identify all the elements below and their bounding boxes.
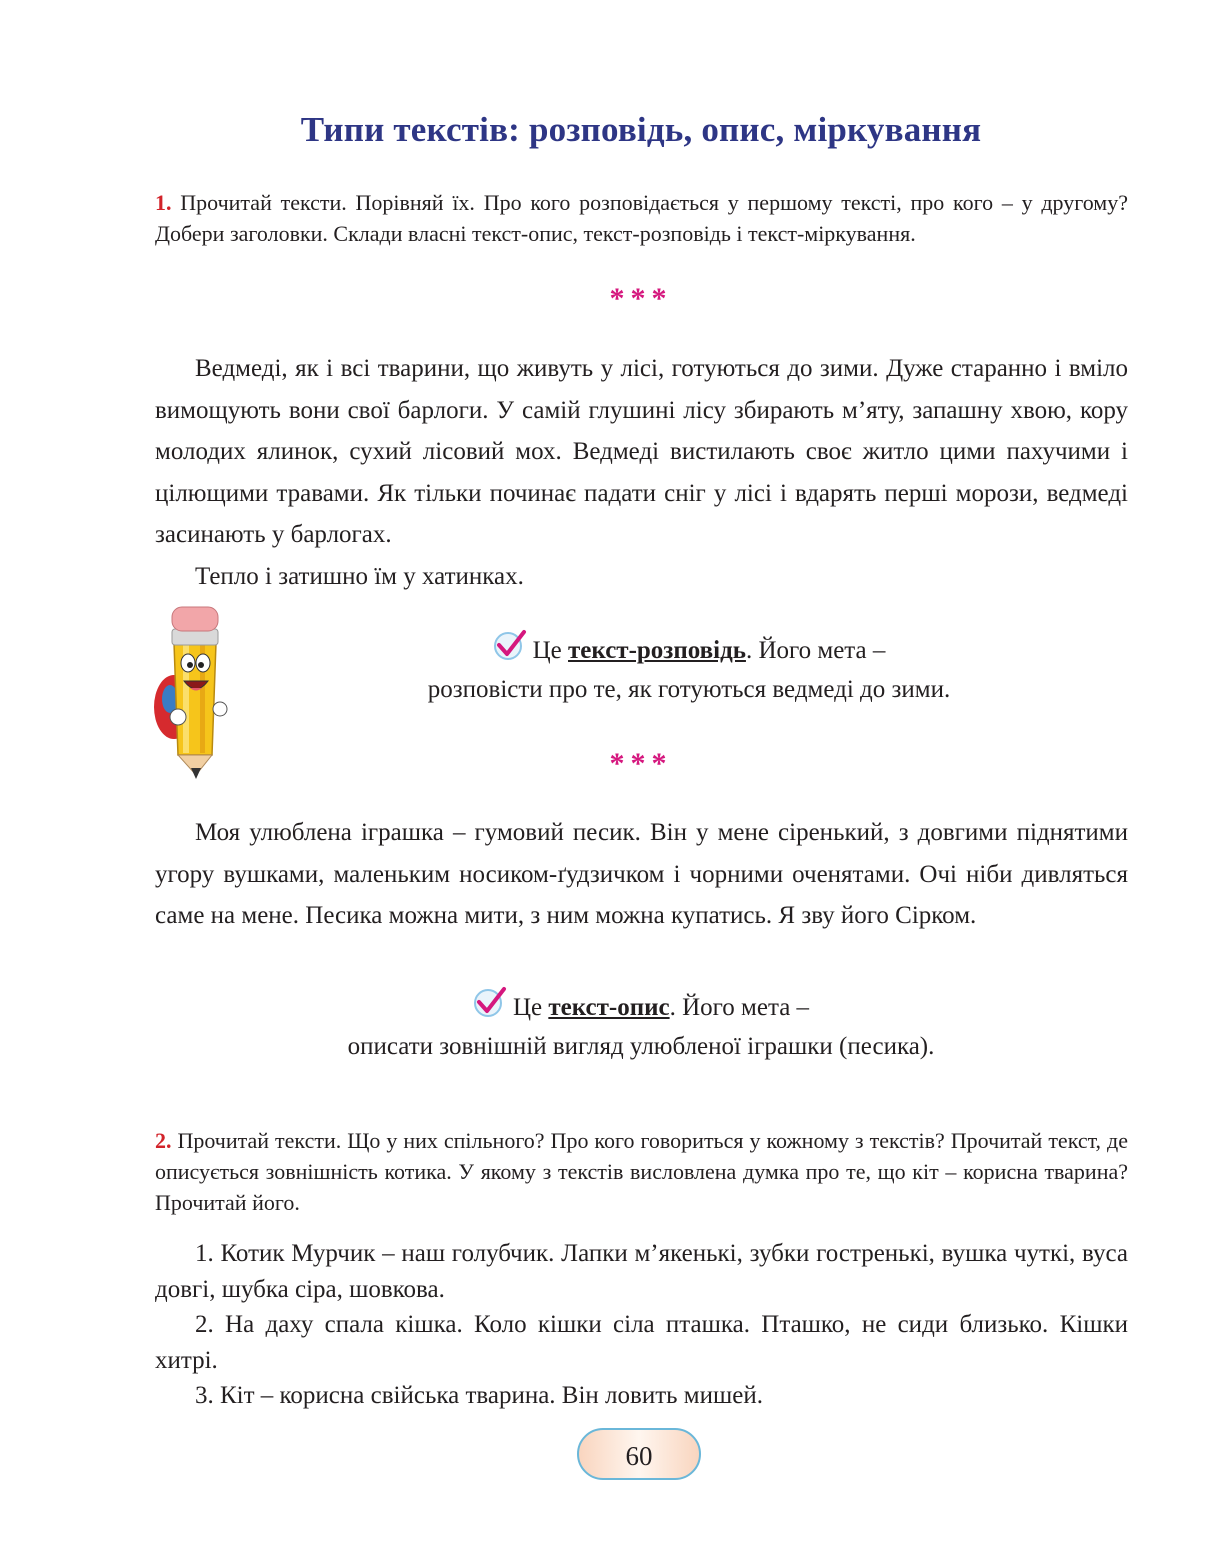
note-2-term: текст-опис [548,994,670,1021]
check-icon [473,985,507,1019]
separator-2: *** [609,747,673,780]
note-2-suffix: . Його мета – [669,994,810,1021]
note-1-prefix: Це [532,637,569,664]
list-item-1: 1. Котик Мурчик – наш голубчик. Лапки м’якенькі, зубки гостренькі, вушка чуткі, вуса довгі, шубка сіра, шовкова. [155,1240,1128,1303]
note-2-line-2: описати зовнішній вигляд улюбленої іграшки (песика). [347,1033,935,1060]
note-2 [150,985,1132,1066]
note-2-prefix: Це [512,994,549,1021]
note-1 [230,628,1148,709]
text-1-paragraph-1: Ведмеді, як і всі тварини, що живуть у лісі, готуються до зими. Дуже старанно і вміло вимощують вони свої барлоги. У самій глушині лісу збирають м’яту, запашну хвою, кору молодих ялинок, сухий лісовий мох. Ведмеді вистилають своє житло цими пахучими і цілющими травами. Як тільки починає падати сніг у лісі і вдарять перші морози, ведмеді засинають у барлогах. [155,355,1128,548]
check-icon [493,628,527,662]
task-1-text: Прочитай тексти. Порівняй їх. Про кого розповідається у першому тексті, про кого – у другому? Добери заголовки. Склади власні текст-опис, текст-розповідь і текст-міркування. [155,190,1128,246]
task-1-number: 1. [155,190,172,215]
text-2-paragraph-1: Моя улюблена іграшка – гумовий песик. Він у мене сіренький, з довгими піднятими угору вушками, маленьким носиком-ґудзичком і чорними оченятами. Очі ніби дивляться саме на мене. Песика можна мити, з ним можна купатись. Я зву його Сірком. [155,819,1128,929]
page-number: 60 [577,1428,701,1480]
page-title: Типи текстів: розповідь, опис, міркування [300,110,982,149]
task-2-number: 2. [155,1128,172,1153]
note-1-suffix: . Його мета – [745,637,886,664]
text-1-paragraph-2: Тепло і затишно їм у хатинках. [195,562,524,590]
note-1-line-2: розповісти про те, як готуються ведмеді до зими. [427,676,951,703]
separator-1: *** [609,282,673,315]
list-item-3: 3. Кіт – корисна свійська тварина. Він ловить мишей. [195,1382,763,1409]
task-1 [155,187,1128,249]
list-item-2: 2. На даху спала кішка. Коло кішки сіла пташка. Пташко, не сиди близько. Кішки хитрі. [155,1311,1128,1374]
text-1 [155,348,1128,597]
text-2 [155,812,1128,937]
note-1-term: текст-розповідь [568,637,746,664]
task-2 [155,1125,1128,1218]
task-2-text: Прочитай тексти. Що у них спільного? Про кого говориться у кожному з текстів? Прочитай текст, де описується зовнішність котика. У якому з текстів висловлена думка про те, що кіт – корисна тварина? Прочитай його. [155,1128,1128,1215]
text-list [155,1236,1128,1414]
